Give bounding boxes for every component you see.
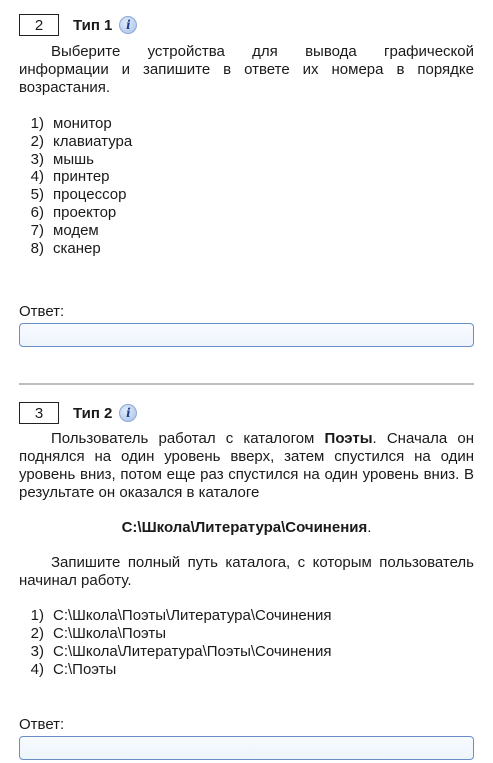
option-item: 2) клавиатура [30, 132, 133, 150]
options-list [19, 607, 474, 678]
task-instruction: Запишите полный путь каталога, с которым пользователь начинал работу. [19, 554, 474, 590]
task-3-block [0, 385, 493, 759]
task-type-label: Тип 2 [73, 404, 113, 422]
answer-input[interactable] [19, 323, 474, 347]
option-item: 2) C:\Школа\Поэты [30, 625, 167, 643]
option-item: 7) модем [30, 221, 99, 239]
task-number: 3 [19, 402, 59, 424]
task-2-block [0, 0, 493, 347]
answer-label: Ответ: [19, 715, 65, 733]
info-icon[interactable]: i [119, 404, 137, 422]
task-header [19, 12, 474, 38]
option-item: 4) принтер [30, 168, 110, 186]
task-question: Выберите устройства для вывода графической информации и запишите в ответе их номера в порядке возрастания. [19, 43, 474, 96]
task-type-label: Тип 1 [73, 16, 113, 34]
task-question: Пользователь работал с каталогом Поэты. Сначала он поднялся на один уровень вверх, затем спустился на один уровень вниз, потом еще раз спустился на один уровень вниз. В результате он оказался в каталоге [19, 430, 474, 502]
option-item: 1) C:\Школа\Поэты\Литература\Сочинения [30, 607, 332, 625]
option-item: 1) монитор [30, 115, 112, 132]
option-item: 3) мышь [30, 150, 94, 168]
option-item: 3) C:\Школа\Литература\Поэты\Сочинения [30, 642, 332, 660]
answer-input[interactable] [19, 736, 474, 760]
option-item: 6) проектор [30, 203, 117, 221]
task-number: 2 [19, 14, 59, 36]
option-item: 4) C:\Поэты [30, 660, 117, 678]
option-item: 8) сканер [30, 239, 101, 257]
info-icon[interactable]: i [119, 16, 137, 34]
answer-label: Ответ: [19, 303, 65, 321]
result-path: C:\Школа\Литература\Сочинения. [121, 519, 372, 537]
directory-name: Поэты [324, 430, 373, 448]
options-list [19, 115, 474, 257]
task-header [19, 400, 474, 426]
option-item: 5) процессор [30, 186, 127, 204]
